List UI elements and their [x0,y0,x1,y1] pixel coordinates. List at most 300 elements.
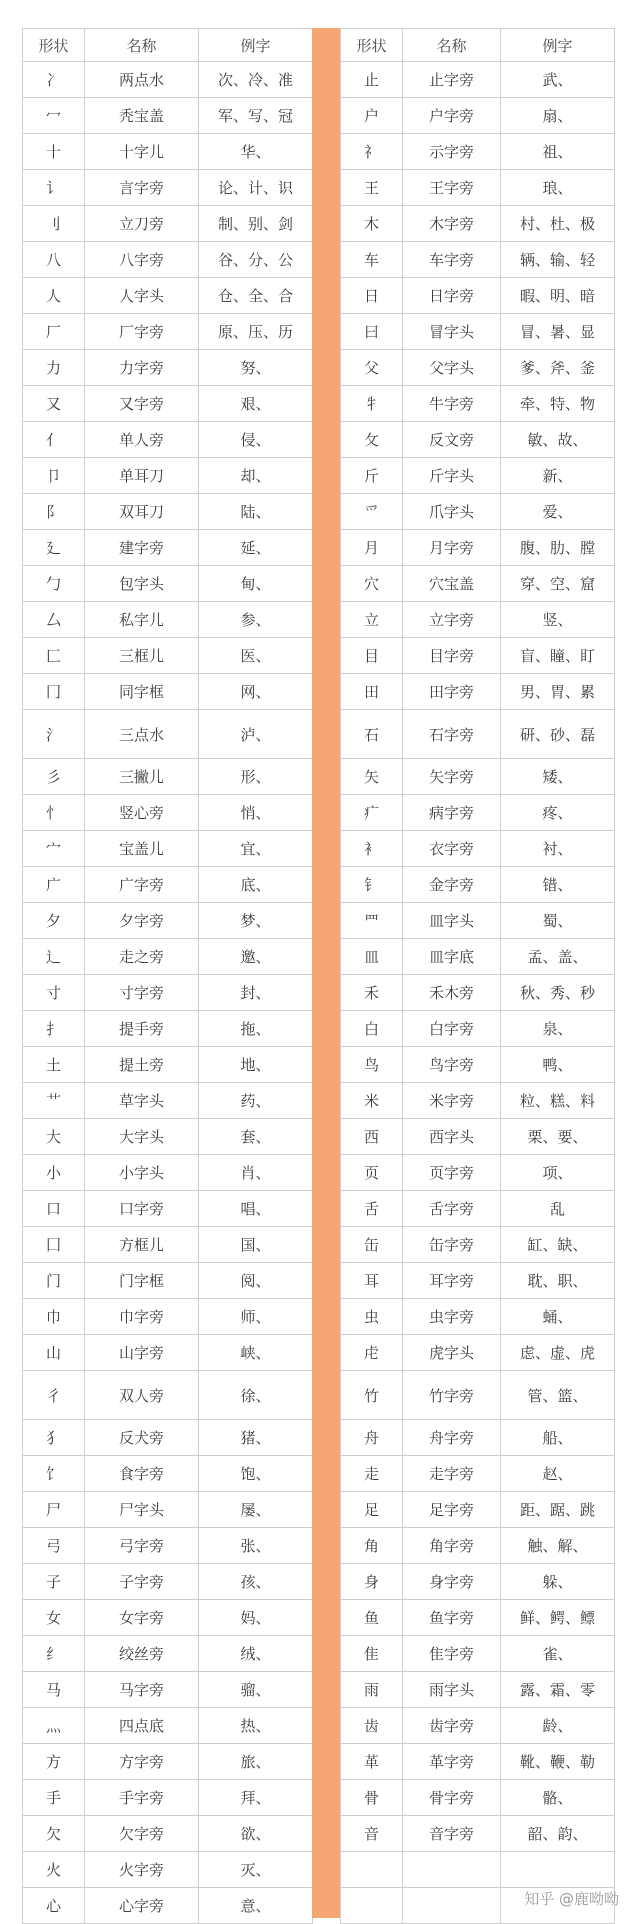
table-row [23,98,313,134]
table-row [23,458,313,494]
table-row [23,1852,313,1888]
table-row [341,98,615,134]
radical-name-cell: 双耳刀 [85,494,199,530]
radical-name-cell: 虎字头 [403,1335,501,1371]
radical-shape-cell: 犭 [23,1420,85,1456]
radical-shape-cell: 艹 [23,1083,85,1119]
radical-shape-cell: 宀 [23,831,85,867]
table-row [341,1083,615,1119]
radical-shape-cell: 灬 [23,1708,85,1744]
example-chars-cell: 暇、明、暗 [501,278,615,314]
radical-shape-cell: 西 [341,1119,403,1155]
table-row [341,1816,615,1852]
table-row [23,1600,313,1636]
example-chars-cell: 屡、 [199,1492,313,1528]
radical-name-cell: 言字旁 [85,170,199,206]
radical-shape-cell: 扌 [23,1011,85,1047]
table-row [341,1011,615,1047]
example-chars-cell: 孩、 [199,1564,313,1600]
example-chars-cell [501,1852,615,1888]
example-chars-cell: 竖、 [501,602,615,638]
example-chars-cell: 侵、 [199,422,313,458]
example-chars-cell: 形、 [199,759,313,795]
radical-shape-cell: 女 [23,1600,85,1636]
radical-name-cell: 白字旁 [403,1011,501,1047]
radical-shape-cell: 方 [23,1744,85,1780]
radical-shape-cell: 亻 [23,422,85,458]
radical-name-cell: 皿字头 [403,903,501,939]
example-chars-cell: 旅、 [199,1744,313,1780]
radical-name-cell: 衣字旁 [403,831,501,867]
example-chars-cell: 穿、空、窟 [501,566,615,602]
radical-shape-cell: 阝 [23,494,85,530]
table-row [341,1564,615,1600]
example-chars-cell: 泸、 [199,710,313,759]
example-chars-cell: 疼、 [501,795,615,831]
example-chars-cell: 网、 [199,674,313,710]
radical-shape-cell: 爫 [341,494,403,530]
example-chars-cell: 底、 [199,867,313,903]
example-chars-cell: 祖、 [501,134,615,170]
example-chars-cell: 原、压、历 [199,314,313,350]
orange-divider-stripe [312,28,340,1918]
example-chars-cell: 宜、 [199,831,313,867]
radical-shape-cell: 竹 [341,1371,403,1420]
table-row [341,903,615,939]
radical-shape-cell: 子 [23,1564,85,1600]
radical-shape-cell: 纟 [23,1636,85,1672]
radical-name-cell: 走之旁 [85,939,199,975]
radical-name-cell: 王字旁 [403,170,501,206]
example-chars-cell: 衬、 [501,831,615,867]
radical-name-cell: 双人旁 [85,1371,199,1420]
radical-shape-cell: 厶 [23,602,85,638]
example-chars-cell: 绒、 [199,1636,313,1672]
example-chars-cell: 套、 [199,1119,313,1155]
right-radicals-table [340,28,615,1924]
radical-name-cell: 三撇儿 [85,759,199,795]
header-name: 名称 [85,29,199,62]
radical-shape-cell: 矢 [341,759,403,795]
radical-shape-cell: 门 [23,1263,85,1299]
table-row [23,1371,313,1420]
radical-name-cell: 绞丝旁 [85,1636,199,1672]
radical-name-cell: 宝盖儿 [85,831,199,867]
table-row [23,975,313,1011]
radical-name-cell: 户字旁 [403,98,501,134]
example-chars-cell: 武、 [501,62,615,98]
table-row [341,1155,615,1191]
table-row [341,795,615,831]
table-row [23,1119,313,1155]
example-chars-cell: 躲、 [501,1564,615,1600]
table-row [23,1420,313,1456]
radical-name-cell: 止字旁 [403,62,501,98]
table-row [341,674,615,710]
table-row [23,1492,313,1528]
example-chars-cell: 陆、 [199,494,313,530]
radical-name-cell: 三点水 [85,710,199,759]
radical-name-cell: 日字旁 [403,278,501,314]
radical-name-cell: 八字旁 [85,242,199,278]
example-chars-cell: 论、计、识 [199,170,313,206]
example-chars-cell: 意、 [199,1888,313,1924]
example-chars-cell: 错、 [501,867,615,903]
radical-name-cell: 反犬旁 [85,1420,199,1456]
example-chars-cell: 村、杜、极 [501,206,615,242]
table-row [23,1888,313,1924]
example-chars-cell: 拖、 [199,1011,313,1047]
example-chars-cell: 猪、 [199,1420,313,1456]
table-row [23,674,313,710]
table-row [341,1047,615,1083]
radical-shape-cell: 力 [23,350,85,386]
table-row [341,170,615,206]
radical-shape-cell: 冖 [23,98,85,134]
table-row [23,170,313,206]
table-row [341,1456,615,1492]
example-chars-cell: 冒、暑、显 [501,314,615,350]
table-row [341,422,615,458]
radical-name-cell: 两点水 [85,62,199,98]
radical-name-cell: 立字旁 [403,602,501,638]
example-chars-cell: 艰、 [199,386,313,422]
radical-name-cell: 音字旁 [403,1816,501,1852]
table-row [23,867,313,903]
radical-shape-cell: 月 [341,530,403,566]
example-chars-cell: 船、 [501,1420,615,1456]
radical-name-cell: 走字旁 [403,1456,501,1492]
radical-name-cell: 人字头 [85,278,199,314]
example-chars-cell: 雀、 [501,1636,615,1672]
example-chars-cell: 邀、 [199,939,313,975]
radical-shape-cell: 石 [341,710,403,759]
radical-shape-cell: 舟 [341,1420,403,1456]
table-row [23,602,313,638]
radical-shape-cell [341,1852,403,1888]
example-chars-cell: 韶、韵、 [501,1816,615,1852]
radical-shape-cell: 彡 [23,759,85,795]
example-chars-cell: 军、写、冠 [199,98,313,134]
example-chars-cell: 鲜、鳄、鳔 [501,1600,615,1636]
radical-name-cell: 包字头 [85,566,199,602]
table-row [23,1155,313,1191]
radical-name-cell: 同字框 [85,674,199,710]
table-row [23,134,313,170]
radical-name-cell: 牛字旁 [403,386,501,422]
table-row [23,1227,313,1263]
table-row [23,1299,313,1335]
example-chars-cell: 骝、 [199,1672,313,1708]
example-chars-cell: 爱、 [501,494,615,530]
table-row [341,1708,615,1744]
table-row [341,939,615,975]
table-row [23,566,313,602]
radical-shape-cell: 欠 [23,1816,85,1852]
table-row [23,1011,313,1047]
table-row [341,1191,615,1227]
radical-shape-cell: 走 [341,1456,403,1492]
radical-name-cell [403,1888,501,1924]
example-chars-cell: 地、 [199,1047,313,1083]
example-chars-cell: 骼、 [501,1780,615,1816]
example-chars-cell: 张、 [199,1528,313,1564]
example-chars-cell: 虑、虚、虎 [501,1335,615,1371]
example-chars-cell: 次、冷、准 [199,62,313,98]
radical-shape-cell: 十 [23,134,85,170]
table-row [23,1780,313,1816]
table-row [341,530,615,566]
example-chars-cell: 制、别、剑 [199,206,313,242]
example-chars-cell: 靴、鞭、勒 [501,1744,615,1780]
radical-name-cell: 方字旁 [85,1744,199,1780]
table-row [341,1492,615,1528]
table-row [341,602,615,638]
radical-shape-cell: 讠 [23,170,85,206]
radical-shape-cell: 足 [341,1492,403,1528]
header-shape: 形状 [341,29,403,62]
example-chars-cell: 灭、 [199,1852,313,1888]
radical-shape-cell: 寸 [23,975,85,1011]
header-examples: 例字 [199,29,313,62]
table-row [341,1420,615,1456]
table-row [23,1528,313,1564]
table-row [23,1263,313,1299]
table-row [341,975,615,1011]
radical-name-cell: 厂字旁 [85,314,199,350]
radical-name-cell: 女字旁 [85,1600,199,1636]
radical-shape-cell: 立 [341,602,403,638]
radical-shape-cell: 白 [341,1011,403,1047]
example-chars-cell: 孟、盖、 [501,939,615,975]
radical-name-cell: 山字旁 [85,1335,199,1371]
table-row [341,206,615,242]
radical-shape-cell: 又 [23,386,85,422]
header-name: 名称 [403,29,501,62]
example-chars-cell: 项、 [501,1155,615,1191]
table-row [341,1672,615,1708]
radical-shape-cell: 虍 [341,1335,403,1371]
example-chars-cell: 热、 [199,1708,313,1744]
table-row [341,1852,615,1888]
radical-shape-cell: 户 [341,98,403,134]
table-row [23,206,313,242]
table-row [341,1119,615,1155]
radical-shape-cell: 卩 [23,458,85,494]
table-row [23,831,313,867]
table-row [23,278,313,314]
example-chars-cell: 延、 [199,530,313,566]
radical-shape-cell: 氵 [23,710,85,759]
example-chars-cell: 盲、瞳、盯 [501,638,615,674]
radical-shape-cell: 王 [341,170,403,206]
example-chars-cell: 欲、 [199,1816,313,1852]
table-row [341,278,615,314]
example-chars-cell: 饱、 [199,1456,313,1492]
radical-name-cell: 手字旁 [85,1780,199,1816]
radical-shape-cell: 山 [23,1335,85,1371]
left-header-row [23,29,313,62]
radical-shape-cell: 鱼 [341,1600,403,1636]
radical-name-cell: 秃宝盖 [85,98,199,134]
example-chars-cell: 乱 [501,1191,615,1227]
table-row [23,494,313,530]
radical-name-cell: 车字旁 [403,242,501,278]
radical-shape-cell: 彳 [23,1371,85,1420]
table-row [341,1600,615,1636]
radical-shape-cell: 米 [341,1083,403,1119]
radical-shape-cell: 廴 [23,530,85,566]
radical-shape-cell: 小 [23,1155,85,1191]
radical-name-cell [403,1852,501,1888]
example-chars-cell: 缸、缺、 [501,1227,615,1263]
table-row [341,1263,615,1299]
table-row [341,759,615,795]
radical-shape-cell: 木 [341,206,403,242]
example-chars-cell: 露、霜、零 [501,1672,615,1708]
table-row [341,386,615,422]
table-row [23,422,313,458]
radical-name-cell: 病字旁 [403,795,501,831]
radical-name-cell: 单耳刀 [85,458,199,494]
table-row [341,458,615,494]
radical-shape-cell: 止 [341,62,403,98]
table-row [23,1672,313,1708]
radical-shape-cell: 口 [23,1191,85,1227]
radical-name-cell: 角字旁 [403,1528,501,1564]
left-table-panel [22,28,312,1924]
table-row [23,710,313,759]
example-chars-cell: 耽、职、 [501,1263,615,1299]
radical-shape-cell: 身 [341,1564,403,1600]
example-chars-cell: 悄、 [199,795,313,831]
radical-shape-cell: 虫 [341,1299,403,1335]
table-row [341,1636,615,1672]
example-chars-cell: 琅、 [501,170,615,206]
radical-shape-cell: 穴 [341,566,403,602]
example-chars-cell: 药、 [199,1083,313,1119]
table-row [23,314,313,350]
table-row [341,242,615,278]
right-table-panel [340,28,614,1924]
table-row [341,1299,615,1335]
table-row [23,1335,313,1371]
radical-shape-cell: 父 [341,350,403,386]
table-row [23,386,313,422]
radical-name-cell: 寸字旁 [85,975,199,1011]
radical-name-cell: 冒字头 [403,314,501,350]
example-chars-cell: 谷、分、公 [199,242,313,278]
example-chars-cell: 拜、 [199,1780,313,1816]
radical-name-cell: 舌字旁 [403,1191,501,1227]
radical-name-cell: 草字头 [85,1083,199,1119]
radical-name-cell: 子字旁 [85,1564,199,1600]
table-row [23,759,313,795]
table-row [341,1780,615,1816]
example-chars-cell: 泉、 [501,1011,615,1047]
table-row [23,939,313,975]
radical-name-cell: 力字旁 [85,350,199,386]
table-row [341,1528,615,1564]
example-chars-cell: 梦、 [199,903,313,939]
table-row [23,1744,313,1780]
watermark: 知乎 @鹿呦呦 [524,1890,619,1908]
radical-shape-cell: 田 [341,674,403,710]
radical-shape-cell: 巾 [23,1299,85,1335]
table-row [341,1227,615,1263]
example-chars-cell: 蜀、 [501,903,615,939]
example-chars-cell: 徐、 [199,1371,313,1420]
radical-name-cell: 身字旁 [403,1564,501,1600]
table-row [23,1083,313,1119]
radical-name-cell: 夕字旁 [85,903,199,939]
table-row [341,134,615,170]
radical-shape-cell: 角 [341,1528,403,1564]
table-row [23,530,313,566]
radical-name-cell: 弓字旁 [85,1528,199,1564]
radical-shape-cell: 皿 [341,939,403,975]
radical-name-cell: 大字头 [85,1119,199,1155]
radical-name-cell: 竹字旁 [403,1371,501,1420]
radical-name-cell: 立刀旁 [85,206,199,242]
radical-shape-cell: 勹 [23,566,85,602]
table-row [341,831,615,867]
radical-shape-cell: 斤 [341,458,403,494]
table-row [341,350,615,386]
radical-shape-cell: 车 [341,242,403,278]
example-chars-cell: 敏、故、 [501,422,615,458]
example-chars-cell: 粒、糕、料 [501,1083,615,1119]
radical-shape-cell: 缶 [341,1227,403,1263]
table-row [23,638,313,674]
example-chars-cell: 秋、秀、秒 [501,975,615,1011]
radical-name-cell: 西字头 [403,1119,501,1155]
radical-name-cell: 斤字头 [403,458,501,494]
radical-shape-cell: 隹 [341,1636,403,1672]
radical-name-cell: 木字旁 [403,206,501,242]
radical-shape-cell: 曰 [341,314,403,350]
radical-shape-cell: 页 [341,1155,403,1191]
radical-shape-cell: 耳 [341,1263,403,1299]
left-radicals-table [22,28,313,1924]
radical-shape-cell: 囗 [23,1227,85,1263]
table-row [23,795,313,831]
radical-name-cell: 月字旁 [403,530,501,566]
radical-shape-cell: 人 [23,278,85,314]
radical-name-cell: 田字旁 [403,674,501,710]
radical-shape-cell: 舌 [341,1191,403,1227]
radical-name-cell: 父字头 [403,350,501,386]
example-chars-cell: 蛹、 [501,1299,615,1335]
example-chars-cell: 触、解、 [501,1528,615,1564]
example-chars-cell: 研、砂、磊 [501,710,615,759]
radical-name-cell: 鱼字旁 [403,1600,501,1636]
radical-shape-cell: 八 [23,242,85,278]
radical-name-cell: 火字旁 [85,1852,199,1888]
table-row [341,62,615,98]
table-row [341,1335,615,1371]
radical-name-cell: 舟字旁 [403,1420,501,1456]
radical-shape-cell: 雨 [341,1672,403,1708]
table-row [341,710,615,759]
example-chars-cell: 男、胃、累 [501,674,615,710]
example-chars-cell: 却、 [199,458,313,494]
radical-shape-cell: 攵 [341,422,403,458]
example-chars-cell: 峡、 [199,1335,313,1371]
radical-name-cell: 皿字底 [403,939,501,975]
example-chars-cell: 牵、特、物 [501,386,615,422]
radical-shape-cell: 衤 [341,831,403,867]
